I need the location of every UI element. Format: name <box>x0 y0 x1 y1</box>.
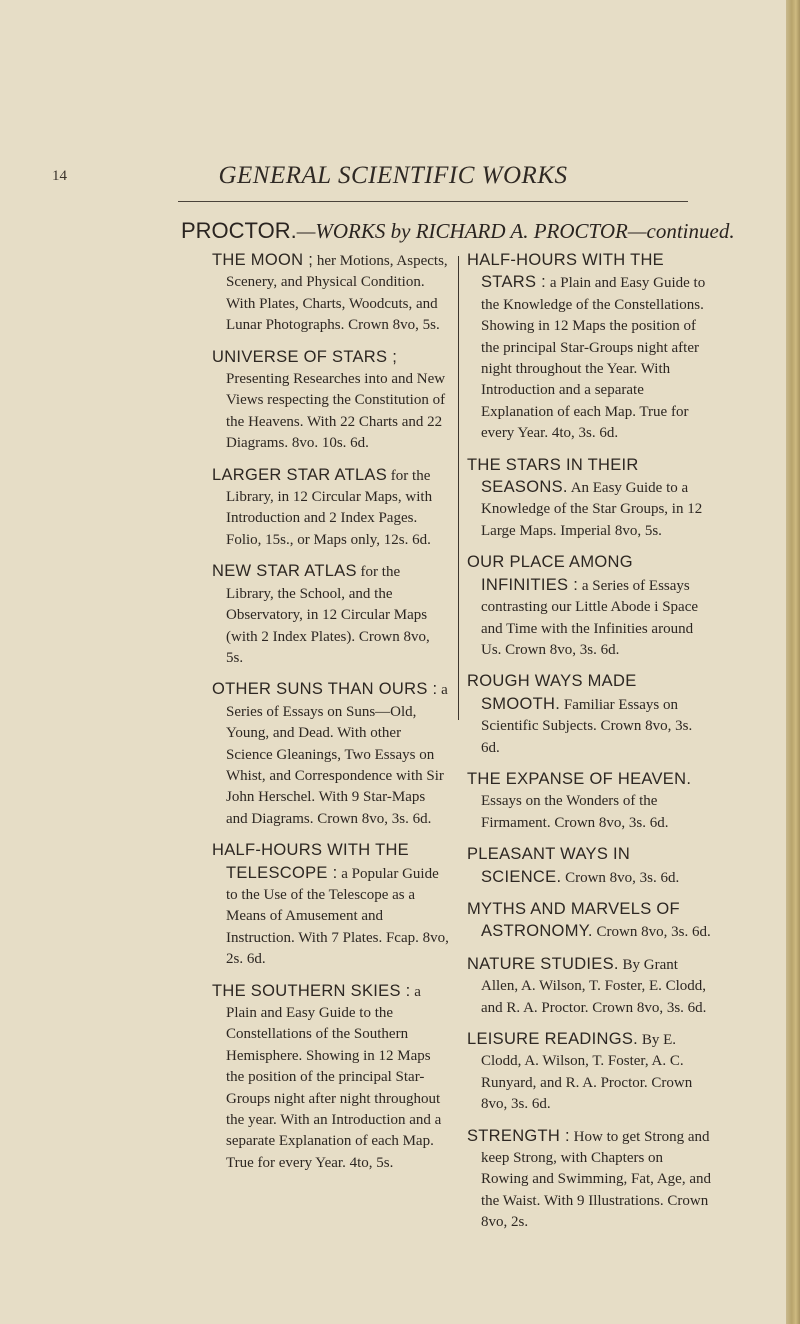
entry-title: THE MOON ; <box>212 251 314 269</box>
entry-body: a Plain and Easy Guide to the Constellations of the Southern Hemisphere. Showing in 12 Maps the position of the principal Star-Groups night after night throughout the year. With an Introduction and a separate Explanation of each Map. True for every Year. 4to, 5s. <box>226 983 442 1171</box>
book-entry <box>467 954 713 1019</box>
entry-body: Essays on the Wonders of the Firmament. Crown 8vo, 3s. 6d. <box>481 793 669 831</box>
entry-body: a Series of Essays contrasting our Little Abode i Space and Time with the Infinities around Us. Crown 8vo, 3s. 6d. <box>481 577 699 658</box>
book-entry <box>467 250 713 445</box>
book-entry <box>212 561 450 669</box>
entry-title: UNIVERSE OF STARS ; <box>212 347 398 366</box>
entry-title: OUR PLACE AMONG INFINITIES : <box>467 553 633 594</box>
page-number: 14 <box>52 168 67 184</box>
entry-title: PLEASANT WAYS IN SCIENCE. <box>467 845 631 886</box>
book-entry <box>467 1126 713 1234</box>
entry-body: An Easy Guide to a Knowledge of the Star Groups, in 12 Large Maps. Imperial 8vo, 5s. <box>481 480 703 539</box>
column-divider <box>458 256 459 720</box>
entry-title: MYTHS AND MARVELS OF ASTRONOMY. <box>467 899 680 941</box>
entry-body: Crown 8vo, 3s. 6d. <box>561 869 680 886</box>
right-column <box>467 250 713 1244</box>
book-entry <box>467 1029 713 1116</box>
entry-body: a Plain and Easy Guide to the Knowledge of the Constellations. Showing in 12 Maps the position of the principal Star-Groups night after night throughout the Year. With Introduction and a separate Explanation of each Map. True for every Year. 4to, 3s. 6d. <box>481 275 706 442</box>
entry-body: her Motions, Aspects, Scenery, and Physical Condition. With Plates, Charts, Woodcuts, and Lunar Photographs. Crown 8vo, 5s. <box>226 253 448 334</box>
entry-body: Crown 8vo, 3s. 6d. <box>592 924 711 941</box>
entry-body: By E. Clodd, A. Wilson, T. Foster, A. C. Runyard, and R. A. Proctor. Crown 8vo, 3s. 6d. <box>481 1032 693 1113</box>
book-entry <box>467 552 713 661</box>
entry-title: HALF-HOURS WITH THE TELESCOPE : <box>212 841 409 882</box>
section-author: PROCTOR. <box>181 218 297 243</box>
page-edge <box>786 0 800 1324</box>
book-entry <box>467 899 713 944</box>
book-entry <box>212 347 450 455</box>
section-title <box>181 218 735 244</box>
left-column <box>212 250 450 1184</box>
entry-title: HALF-HOURS WITH THE STARS : <box>467 251 664 292</box>
book-entry <box>212 840 450 970</box>
book-entry <box>467 455 713 543</box>
book-entry <box>467 671 713 759</box>
entry-body: Presenting Researches into and New Views respecting the Constitution of the Heavens. With 22 Charts and 22 Diagrams. 8vo. 10s. 6d. <box>226 371 446 452</box>
book-entry <box>467 769 713 834</box>
entry-title: OTHER SUNS THAN OURS : <box>212 680 438 699</box>
book-entry <box>212 250 450 337</box>
book-entry <box>212 465 450 552</box>
entry-body: a Popular Guide to the Use of the Telescope as a Means of Amusement and Instruction. With 7 Plates. Fcap. 8vo, 2s. 6d. <box>226 865 449 968</box>
entry-body: By Grant Allen, A. Wilson, T. Foster, E. Clodd, and R. A. Proctor. Crown 8vo, 3s. 6d. <box>481 956 707 1016</box>
running-head: GENERAL SCIENTIFIC WORKS <box>218 162 568 189</box>
entry-body: a Series of Essays on Suns—Old, Young, and Dead. With other Science Gleanings, Two Essays on Whist, and Correspondence with Sir John Herschel. With 9 Star-Maps and Diagrams. Crown 8vo, 3s. 6d. <box>226 682 448 827</box>
entry-body: How to get Strong and keep Strong, with Chapters on Rowing and Swimming, Fat, Age, and the Waist. With 9 Illustrations. Crown 8vo, 2s. <box>481 1128 711 1231</box>
entry-title: NATURE STUDIES. <box>467 954 619 973</box>
book-entry <box>212 679 450 830</box>
section-subtitle: —WORKS by RICHARD A. PROCTOR—continued. <box>296 219 735 243</box>
entry-title: THE EXPANSE OF HEAVEN. <box>467 769 692 788</box>
entry-title: ROUGH WAYS MADE SMOOTH. <box>467 672 637 713</box>
entry-body: for the Library, in 12 Circular Maps, with Introduction and 2 Index Pages. Folio, 15s., or Maps only, 12s. 6d. <box>226 467 433 548</box>
entry-title: LEISURE READINGS. <box>467 1030 639 1048</box>
entry-body: for the Library, the School, and the Observatory, in 12 Circular Maps (with 2 Index Plates). Crown 8vo, 5s. <box>226 564 430 666</box>
book-entry <box>212 981 450 1175</box>
entry-body: Familiar Essays on Scientific Subjects. Crown 8vo, 3s. 6d. <box>481 696 693 756</box>
entry-title: NEW STAR ATLAS <box>212 562 357 581</box>
entry-title: THE SOUTHERN SKIES : <box>212 981 411 1000</box>
book-entry <box>467 844 713 889</box>
entry-title: LARGER STAR ATLAS <box>212 465 388 484</box>
entry-title: STRENGTH : <box>467 1126 570 1145</box>
entry-title: THE STARS IN THEIR SEASONS. <box>467 455 639 497</box>
header-rule <box>178 201 688 202</box>
